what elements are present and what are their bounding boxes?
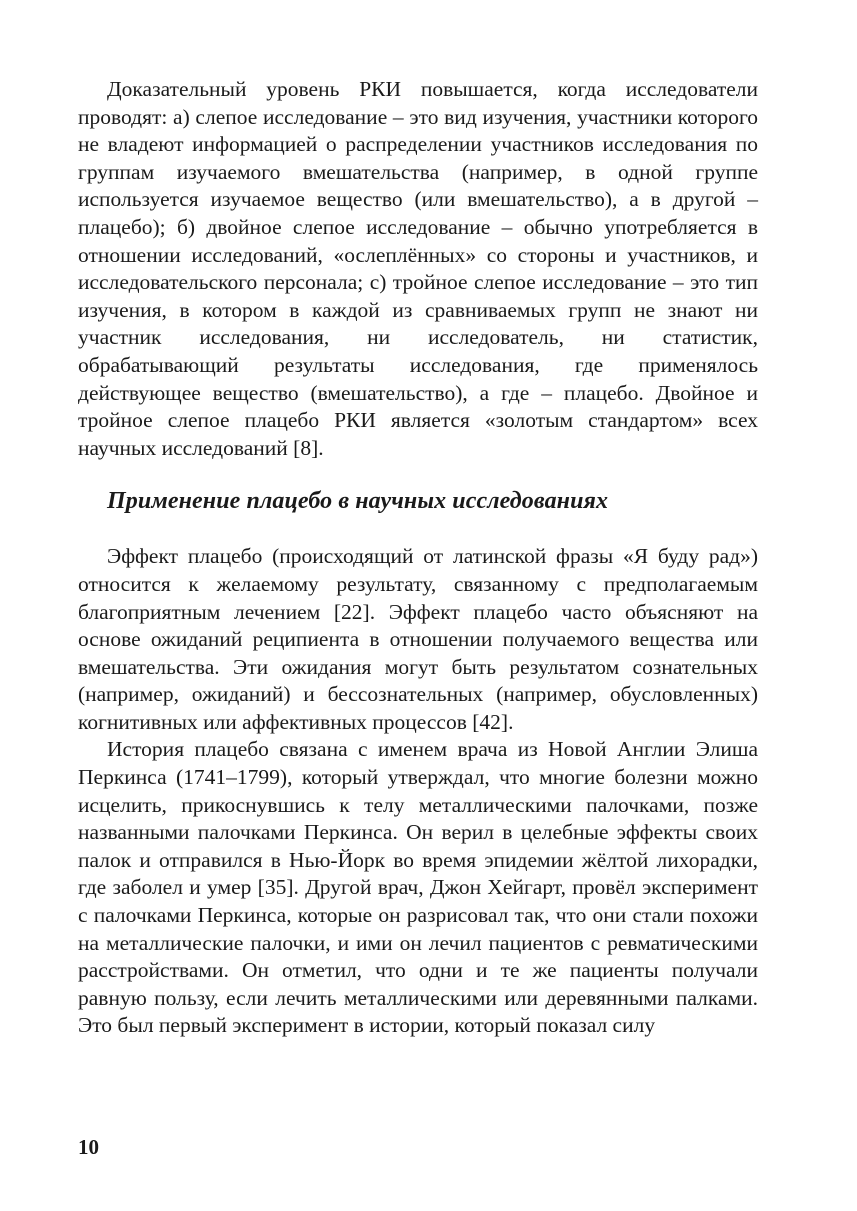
section-heading: Применение плацебо в научных исследованиях [107,488,609,515]
paragraph-blind-studies: Доказательный уровень РКИ повышается, когда исследователи проводят: а) слепое исследование – это вид изучения, участники которого не владеют информацией о распределении участников исследования по группам изучаемого вмешательства (например, в одной группе используется изучаемое вещество (или вмешательство), а в другой – плацебо); б) двойное слепое исследование – обычно употребляется в отношении исследований, «ослеплённых» со стороны и участников, и исследовательского персонала; с) тройное слепое исследование – это тип изучения, в котором в каждой из сравниваемых групп не знают ни участник исследования, ни исследователь, ни статистик, обрабатывающий результаты исследования, где применялось действующее вещество (вмешательство), а где – плацебо. Двойное и тройное слепое плацебо РКИ является «золотым стандартом» всех научных исследований [8]. [78,77,758,460]
page-body [78,76,758,1040]
paragraph-placebo-effect: Эффект плацебо (происходящий от латинской фразы «Я буду рад») относится к желаемому результату, связанному с предполагаемым благоприятным лечением [22]. Эффект плацебо часто объясняют на основе ожиданий реципиента в отношении получаемого вещества или вмешательства. Эти ожидания могут быть результатом сознательных (например, ожиданий) и бессознательных (например, обусловленных) когнитивных или аффективных процессов [42]. [78,544,758,734]
page-number: 10 [78,1135,99,1159]
paragraph-placebo-history: История плацебо связана с именем врача из Новой Англии Элиша Перкинса (1741–1799), который утверждал, что многие болезни можно исцелить, прикоснувшись к телу металлическими палочками, позже названными палочками Перкинса. Он верил в целебные эффекты своих палок и отправился в Нью-Йорк во время эпидемии жёлтой лихорадки, где заболел и умер [35]. Другой врач, Джон Хейгарт, провёл эксперимент с палочками Перкинса, которые он разрисовал так, что они стали похожи на металлические палочки, и ими он лечил пациентов с ревматическими расстройствами. Он отметил, что одни и те же пациенты получали равную пользу, если лечить металлическими или деревянными палками. Это был первый эксперимент в истории, который показал силу [78,737,758,1038]
